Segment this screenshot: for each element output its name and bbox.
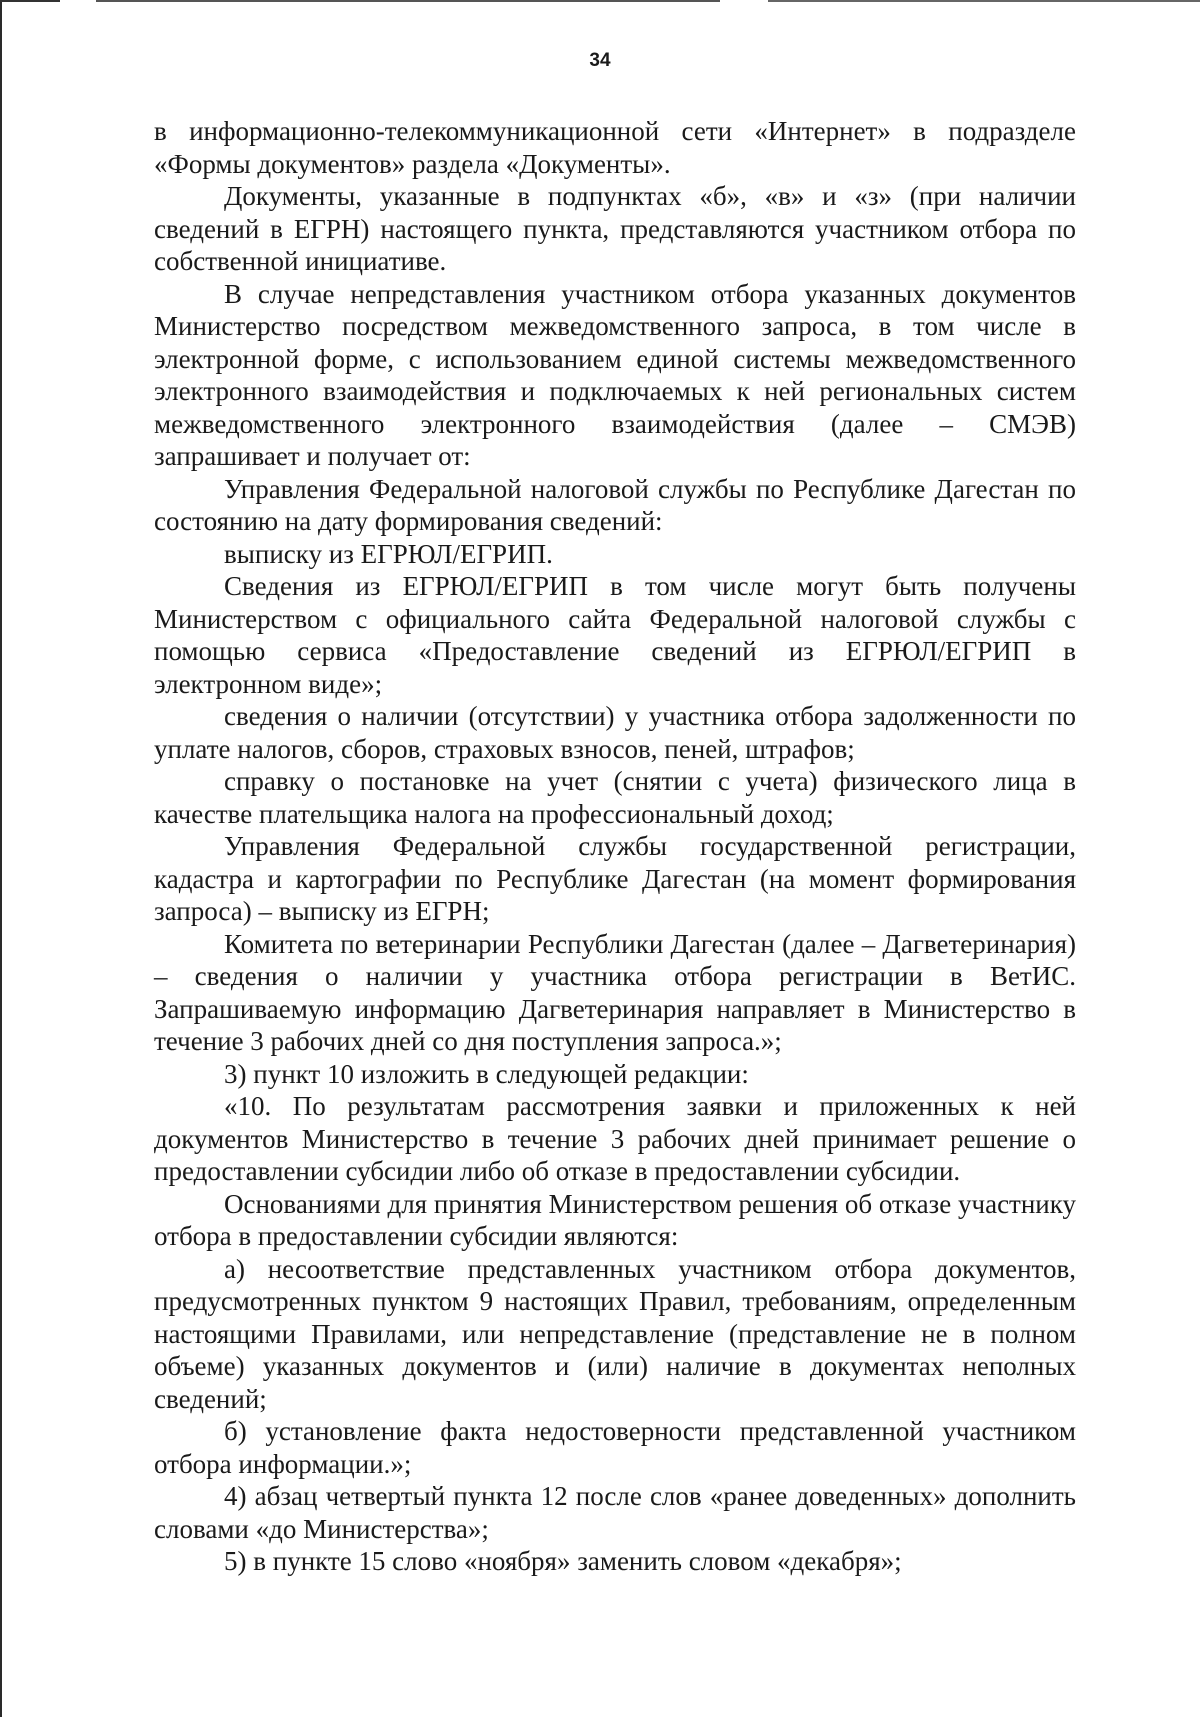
paragraph: Комитета по ветеринарии Республики Дагестан (далее – Дагветеринария) – сведения о наличии у участника отбора регистрации в ВетИС. Запрашиваемую информацию Дагветеринария направляет в Министерство в течение 3 рабочих дней со дня поступления запроса.»; bbox=[154, 928, 1076, 1056]
paragraph: Основаниями для принятия Министерством решения об отказе участнику отбора в предоставлении субсидии являются: bbox=[154, 1188, 1076, 1251]
paragraph: выписку из ЕГРЮЛ/ЕГРИП. bbox=[224, 538, 553, 569]
paragraph: Управления Федеральной налоговой службы по Республике Дагестан по состоянию на дату формирования сведений: bbox=[154, 473, 1076, 536]
paragraph: Управления Федеральной службы государственной регистрации, кадастра и картографии по Республике Дагестан (на момент формирования запроса) – выписку из ЕГРН; bbox=[154, 831, 1076, 926]
paragraph: В случае непредставления участником отбора указанных документов Министерство посредством межведомственного запроса, в том числе в электронной форме, с использованием единой системы межведомственного электронного взаимодействия и подключаемых к ней региональных систем межведомственного электронного взаимодействия (далее – СМЭВ) запрашивает и получает от: bbox=[154, 278, 1076, 471]
scan-edge-top bbox=[0, 0, 1200, 2]
paragraph: 3) пункт 10 изложить в следующей редакции: bbox=[224, 1058, 749, 1089]
document-body bbox=[154, 115, 1076, 1578]
page-number: 34 bbox=[589, 50, 611, 71]
paragraph: Сведения из ЕГРЮЛ/ЕГРИП в том числе могут быть получены Министерством с официального сайта Федеральной налоговой службы с помощью сервиса «Предоставление сведений из ЕГРЮЛ/ЕГРИП в электронном виде»; bbox=[154, 571, 1076, 699]
scan-edge-left bbox=[0, 0, 2, 1717]
paragraph: 4) абзац четвертый пункта 12 после слов «ранее доведенных» дополнить словами «до Министерства»; bbox=[154, 1481, 1076, 1544]
paragraph: в информационно-телекоммуникационной сети «Интернет» в подразделе «Формы документов» раздела «Документы». bbox=[154, 116, 1076, 179]
paragraph: сведения о наличии (отсутствии) у участника отбора задолженности по уплате налогов, сборов, страховых взносов, пеней, штрафов; bbox=[154, 701, 1076, 764]
paragraph: б) установление факта недостоверности представленной участником отбора информации.»; bbox=[154, 1416, 1076, 1479]
paragraph: справку о постановке на учет (снятии с учета) физического лица в качестве плательщика налога на профессиональный доход; bbox=[154, 766, 1076, 829]
paragraph: Документы, указанные в подпунктах «б», «в» и «з» (при наличии сведений в ЕГРН) настоящего пункта, представляются участником отбора по собственной инициативе. bbox=[154, 181, 1076, 276]
paragraph: а) несоответствие представленных участником отбора документов, предусмотренных пунктом 9 настоящих Правил, требованиям, определенным настоящими Правилами, или непредставление (представление не в полном объеме) указанных документов и (или) наличие в документах неполных сведений; bbox=[154, 1253, 1076, 1414]
paragraph: «10. По результатам рассмотрения заявки и приложенных к ней документов Министерство в течение 3 рабочих дней принимает решение о предоставлении субсидии либо об отказе в предоставлении субсидии. bbox=[154, 1091, 1076, 1186]
paragraph: 5) в пункте 15 слово «ноября» заменить словом «декабря»; bbox=[224, 1546, 902, 1576]
